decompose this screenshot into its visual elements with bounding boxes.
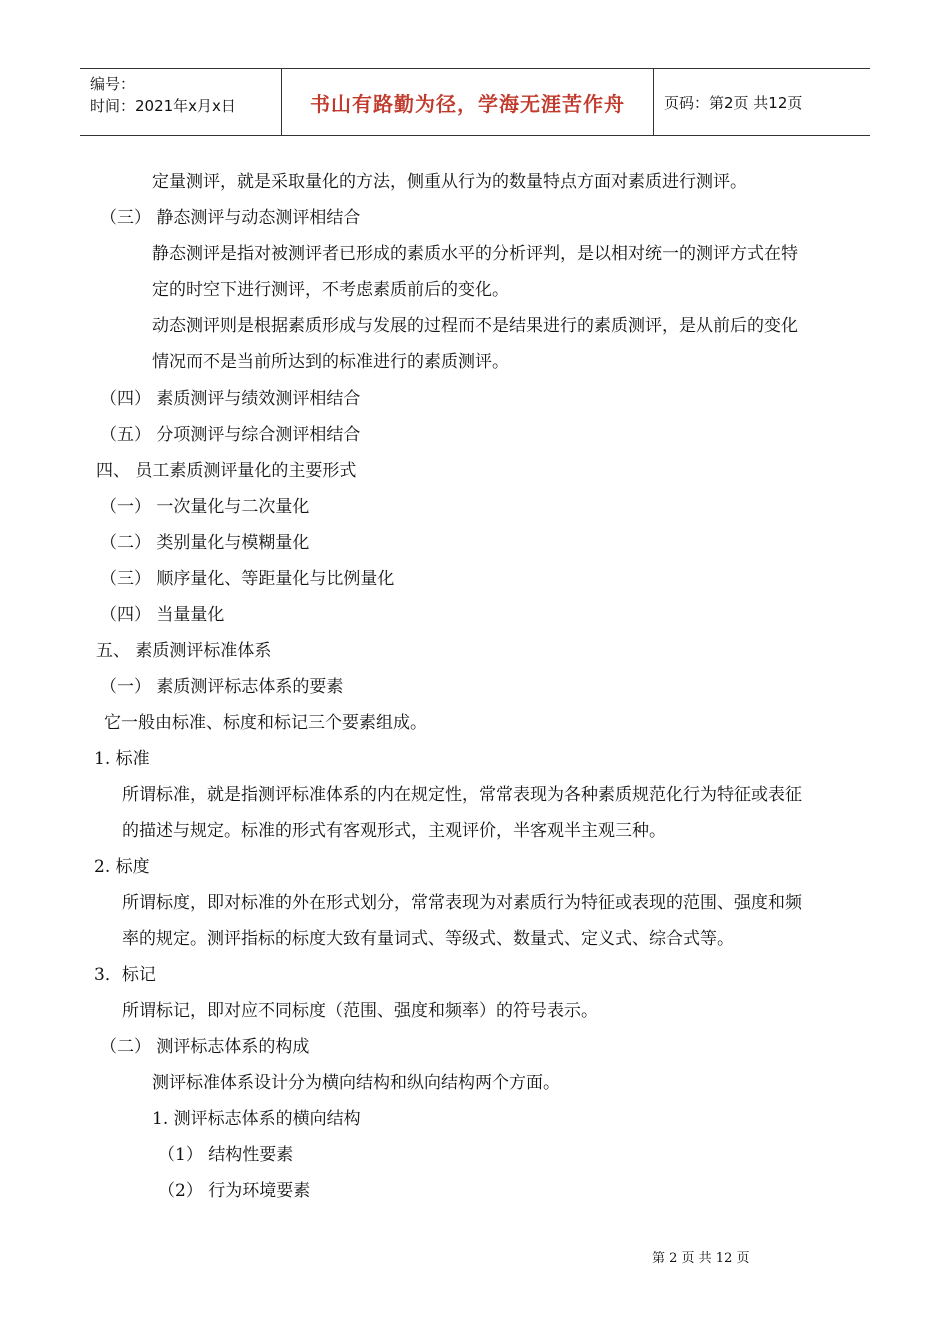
text-line: （二） 类别量化与模糊量化 bbox=[100, 533, 310, 553]
text-line: 所谓标度，即对标准的外在形式划分，常常表现为对素质行为特征或表现的范围、强度和频 bbox=[122, 893, 802, 913]
number-label: 编号： bbox=[90, 75, 136, 93]
text-line: 五、 素质测评标准体系 bbox=[96, 641, 272, 661]
text-line: 情况而不是当前所达到的标准进行的素质测评。 bbox=[152, 352, 509, 372]
text-line: 它一般由标准、标度和标记三个要素组成。 bbox=[104, 713, 427, 733]
text-line: （三） 顺序量化、等距量化与比例量化 bbox=[100, 569, 395, 589]
text-line: 测评标准体系设计分为横向结构和纵向结构两个方面。 bbox=[152, 1073, 560, 1093]
text-line: 四、 员工素质测评量化的主要形式 bbox=[96, 461, 357, 481]
page-info: 页码：第2页 共12页 bbox=[664, 93, 803, 112]
text-line: （四） 当量量化 bbox=[100, 605, 225, 625]
text-line: 2. 标度 bbox=[94, 857, 150, 877]
text-line: （2） 行为环境要素 bbox=[158, 1181, 311, 1201]
text-line: （二） 测评标志体系的构成 bbox=[100, 1037, 310, 1057]
text-line: 的描述与规定。标准的形式有客观形式，主观评价，半客观半主观三种。 bbox=[122, 821, 666, 841]
text-line: （一） 素质测评标志体系的要素 bbox=[100, 677, 344, 697]
text-line: 定量测评，就是采取量化的方法，侧重从行为的数量特点方面对素质进行测评。 bbox=[152, 172, 747, 192]
text-line: 1. 测评标志体系的横向结构 bbox=[152, 1109, 361, 1129]
header-meta bbox=[80, 69, 282, 135]
text-line: （1） 结构性要素 bbox=[158, 1145, 294, 1165]
time-label: 时间：2021年x月x日 bbox=[90, 97, 236, 115]
text-line: 率的规定。测评指标的标度大致有量词式、等级式、数量式、定义式、综合式等。 bbox=[122, 929, 734, 949]
page-header bbox=[80, 68, 870, 136]
text-line: （五） 分项测评与综合测评相结合 bbox=[100, 425, 361, 445]
text-line: （四） 素质测评与绩效测评相结合 bbox=[100, 389, 361, 409]
text-line: 所谓标记，即对应不同标度（范围、强度和频率）的符号表示。 bbox=[122, 1001, 598, 1021]
text-line: 所谓标准，就是指测评标准体系的内在规定性，常常表现为各种素质规范化行为特征或表征 bbox=[122, 785, 802, 805]
text-line: 静态测评是指对被测评者已形成的素质水平的分析评判，是以相对统一的测评方式在特 bbox=[152, 244, 798, 264]
text-line: 定的时空下进行测评，不考虑素质前后的变化。 bbox=[152, 280, 509, 300]
text-line: 3．标记 bbox=[94, 965, 156, 985]
text-line: 动态测评则是根据素质形成与发展的过程而不是结果进行的素质测评，是从前后的变化 bbox=[152, 316, 798, 336]
text-line: （三） 静态测评与动态测评相结合 bbox=[100, 208, 361, 228]
text-line: 1. 标准 bbox=[94, 749, 150, 769]
motto: 书山有路勤为径，学海无涯苦作舟 bbox=[282, 69, 654, 135]
page-footer: 第 2 页 共 12 页 bbox=[652, 1251, 750, 1266]
text-line: （一） 一次量化与二次量化 bbox=[100, 497, 310, 517]
